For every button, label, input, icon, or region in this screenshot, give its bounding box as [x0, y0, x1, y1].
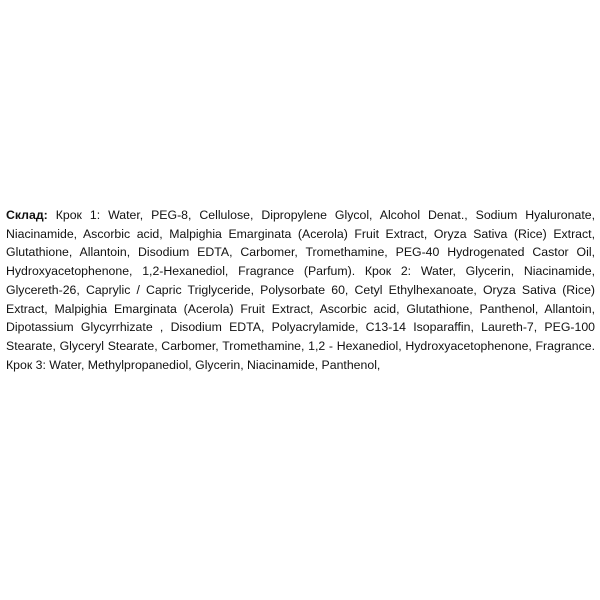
composition-text: Крок 1: Water, PEG-8, Cellulose, Dipropylene Glycol, Alcohol Denat., Sodium Hyaluronate, Niacinamide, Ascorbic acid, Malpighia Emarginata (Acerola) Fruit Extract, Oryza Sativa (Rice) Extract, Glutathione, Allantoin, Disodium EDTA, Carbomer, Tromethamine, PEG-40 Hydrogenated Castor Oil, Hydroxyacetophenone, 1,2-Hexanediol, Fragrance (Parfum). Крок 2: Water, Glycerin, Niacinamide, Glycereth-26, Caprylic / Capric Triglyceride, Polysorbate 60, Cetyl Ethylhexanoate, Oryza Sativa (Rice) Extract, Malpighia Emarginata (Acerola) Fruit Extract, Ascorbic acid, Glutathione, Panthenol, Allantoin, Dipotassium Glycyrrhizate , Disodium EDTA, Polyacrylamide, C13-14 Isoparaffin, Laureth-7, PEG-100 Stearate, Glyceryl Stearate, Carbomer, Tromethamine, 1,2 - Hexanediol, Hydroxyacetophenone, Fragrance. Крок 3: Water, Methylpropanediol, Glycerin, Niacinamide, Panthenol, — [6, 208, 595, 372]
composition-label: Склад: — [6, 208, 48, 222]
ingredients-paragraph — [6, 206, 595, 374]
